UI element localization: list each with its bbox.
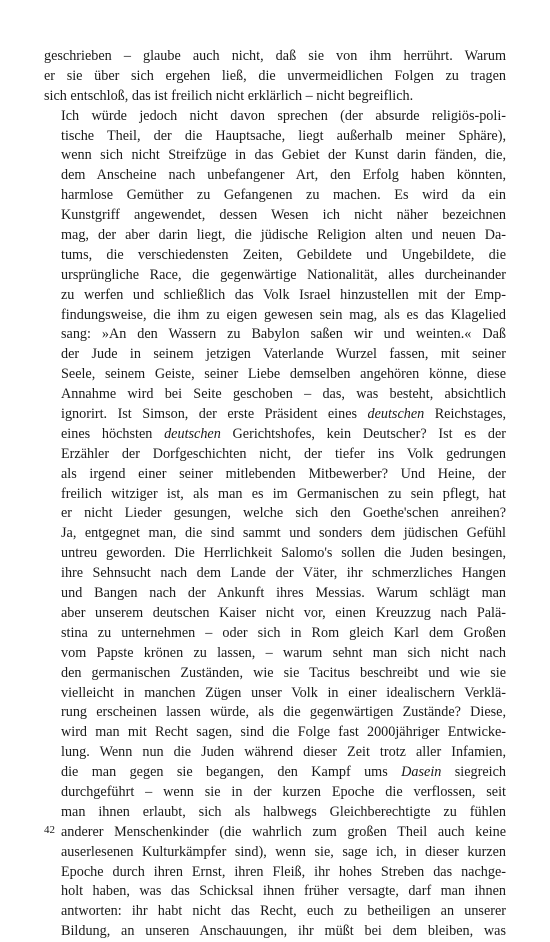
- text-line: tische Theil, der die Hauptsache, liegt außerhalb meiner Sphäre),: [61, 127, 506, 144]
- page-number: 42: [44, 824, 55, 836]
- text-line: sang: »An den Wassern zu Babylon saßen wir und weinten.« Daß: [61, 326, 506, 343]
- text-line: vom Papste krönen zu lassen, – warum sehnt man sich nicht nach: [61, 644, 506, 661]
- text-line: wird man mit Recht sagen, sind die Folge fast 2000jähriger Entwicke-: [61, 724, 506, 741]
- text-line: anderer Menschenkinder (die wahrlich zum großen Theil auch keine: [61, 823, 506, 840]
- italic-emphasis: deutschen: [367, 406, 425, 423]
- text-line: Seele, seinem Geiste, seiner Liebe demselben angehören könne, diese: [61, 366, 506, 383]
- text-line: ihre Sehnsucht nach dem Lande der Väter, ihr schmerzliches Hangen: [61, 565, 506, 582]
- text-line: und Bangen nach der Ankunft ihres Messias. Warum schlägt man: [61, 585, 506, 602]
- text-line: Erzähler der Dorfgeschichten nicht, der tiefer ins Volk gedrungen: [61, 445, 506, 462]
- text-line: Annahme wird bei Seite geschoben – das, was besteht, absichtlich: [61, 386, 506, 403]
- text-line: ignorirt. Ist Simson, der erste Präsident eines deutschen Reichstages,: [61, 406, 507, 423]
- text-line: er nicht Lieder gesungen, welche sich den Goethe'schen anreihen?: [61, 505, 506, 522]
- page-body: [44, 47, 506, 942]
- text-line: wenn sich nicht Streifzüge in das Gebiet der Kunst darin fänden, die,: [61, 147, 506, 164]
- text-line: aber unserem deutschen Kaiser nicht vor, einen Kreuzzug nach Palä-: [61, 604, 506, 621]
- text-line: ursprüngliche Race, die gegenwärtige Nationalität, alles durcheinander: [61, 266, 506, 283]
- text-line: geschrieben – glaube auch nicht, daß sie von ihm herrührt. Warum: [44, 48, 506, 64]
- text-line: lung. Wenn nun die Juden während dieser Zeit trotz aller Infamien,: [61, 744, 506, 761]
- paragraph: [44, 47, 506, 107]
- text-line: holt haben, was das Schicksal ihnen früher versagte, darf man ihnen: [61, 883, 506, 900]
- text-line: Ja, entgegnet man, die sind sammt und sonders dem jüdischen Gefühl: [61, 525, 506, 542]
- text-line: mag, der aber darin liegt, die jüdische Religion alten und neuen Da-: [61, 227, 506, 244]
- text-line: Ich würde jedoch nicht davon sprechen (der absurde religiös-poli-: [61, 107, 506, 124]
- text-line: auserlesenen Kulturkämpfer sind), wenn sie, sage ich, in dieser kurzen: [61, 843, 506, 860]
- text-line: tums, die verschiedensten Zeiten, Gebildete und Ungebildete, die: [61, 246, 506, 263]
- text-line: rung erscheinen lassen würde, als die gegenwärtigen Zustände? Diese,: [61, 704, 506, 721]
- text-line: vielleicht in manchen Zügen unser Volk in einer idealischern Verklä-: [61, 684, 506, 701]
- text-line: er sie über sich ergehen ließ, die unvermeidlichen Folgen zu tragen: [44, 67, 506, 84]
- text-line: Kunstgriff angewendet, dessen Wesen ich nicht näher bezeichnen: [61, 207, 506, 224]
- text-line: dem Anscheine nach unbefangener Art, den Erfolg haben könnten,: [61, 167, 506, 184]
- text-line: freilich witziger ist, als man es im Germanischen zu sein pflegt, hat: [61, 485, 506, 502]
- text-line: den germanischen Zuständen, wie sie Tacitus beschreibt und wie sie: [61, 664, 506, 681]
- text-line: der Jude in seinem jetzigen Vaterlande Wurzel fassen, mit seiner: [61, 346, 506, 363]
- text-line: sich entschloß, das ist freilich nicht erklärlich – nicht begreiflich.: [44, 87, 414, 104]
- italic-emphasis: Dasein: [401, 764, 442, 781]
- text-line: findungsweise, die ihm zu eigen gewesen sein mag, als es das Klagelied: [61, 306, 506, 323]
- text-line: eines höchsten deutschen Gerichtshofes, kein Deutscher? Ist es der: [61, 425, 506, 442]
- text-line: untreu geworden. Die Herrlichkeit Salomo's sollen die Juden besingen,: [61, 545, 506, 562]
- paragraph: [44, 107, 506, 942]
- text-line: Epoche durch ihren Ernst, ihren Fleiß, ihr hohes Streben das nachge-: [61, 863, 506, 880]
- text-line: zu werfen und schließlich das Volk Israel hinzustellen mit der Emp-: [61, 286, 506, 303]
- italic-emphasis: deutschen: [164, 425, 221, 442]
- text-line: stina zu unternehmen – oder sich in Rom gleich Karl dem Großen: [61, 624, 506, 641]
- text-line: Bildung, an unseren Anschauungen, ihr müßt bei dem bleiben, was: [61, 923, 506, 940]
- text-line: die man gegen sie begangen, den Kampf ums Dasein siegreich: [61, 764, 506, 781]
- text-line: harmlose Gemüther zu Gefangenen zu machen. Es wird da ein: [61, 187, 506, 204]
- text-line: als irgend einer seiner mitlebenden Mitbewerber? Und Heine, der: [61, 465, 506, 482]
- text-line: antworten: ihr habt nicht das Recht, euch zu betheiligen an unserer: [61, 903, 506, 920]
- text-line: man ihnen erlaubt, sich als halbwegs Gleichberechtigte zu fühlen: [61, 803, 506, 820]
- text-line: durchgeführt – wenn sie in der kurzen Epoche die verflossen, seit: [61, 783, 506, 800]
